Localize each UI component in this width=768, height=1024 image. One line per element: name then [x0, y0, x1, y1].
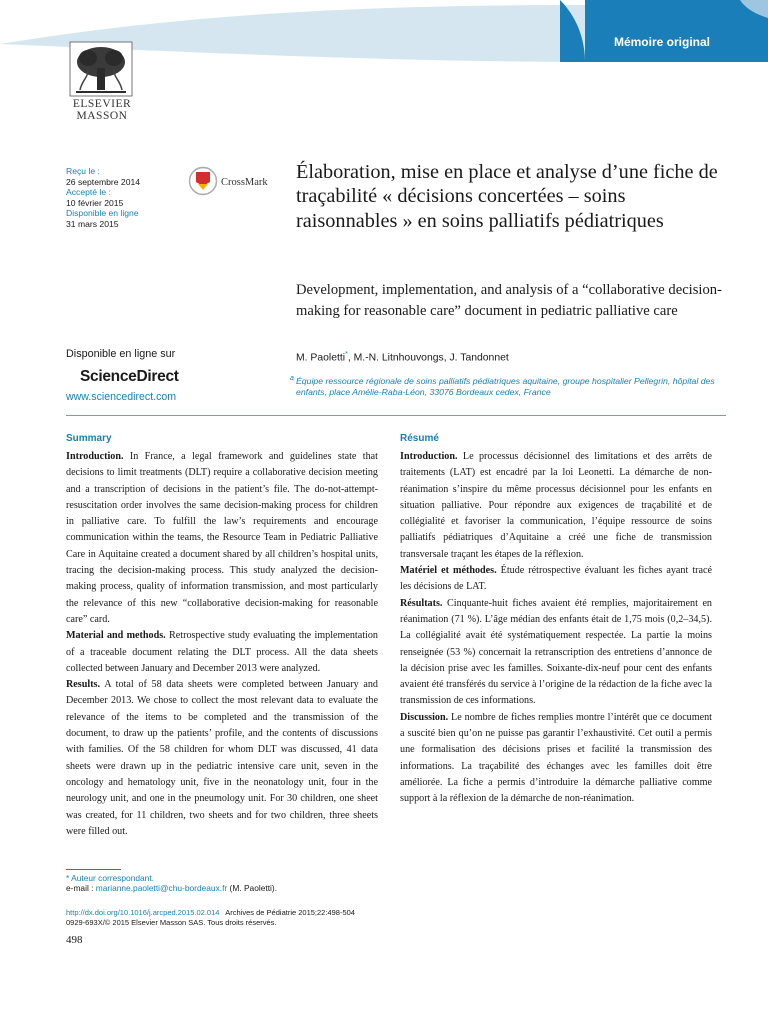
journal-reference: Archives de Pédiatrie 2015;22:498-504 — [219, 908, 355, 917]
affiliation-text: Équipe ressource régionale de soins palliatifs pédiatriques aquitaine, groupe hospitalier Pellegrin, hôpital des enfants, place Amélie-Raba-Léon, 33076 Bordeaux cedex, France — [296, 376, 715, 397]
summary-intro-text: In France, a legal framework and guidelines state that decisions to limit treatments (DLT) require a collaborative decision meeting and a transcription of decisions in the patient’s file. The do-not-attempt-resuscitation order involves the same decision-making process for children in palliative care. To fulfill the law’s requirements and encourage communication within the teams, the Resource Team in Pediatric Palliative Care in Aquitaine created a document shared by all children’s hospital units, tracing the decision-making process. This study analyzed the decision-making process, quality of information transmission, and most particularly the relevance of this new “collaborative decision-making for reasonable care” card. — [66, 451, 378, 625]
resume-column — [400, 449, 712, 808]
elsevier-tree-icon — [66, 40, 136, 100]
crossmark-label[interactable]: CrossMark — [221, 177, 268, 188]
online-value: 31 mars 2015 — [66, 218, 119, 229]
email-suffix: (M. Paoletti). — [227, 883, 278, 893]
article-dates — [66, 166, 140, 229]
received-value: 26 septembre 2014 — [66, 176, 141, 187]
author-list — [296, 351, 509, 363]
summary-results-text: A total of 58 data sheets were completed between January and December 2013. We chose to collect the most relevant data to evaluate the relevance of the items to be completed and the transmission of the document, to draw up the patients’ profile, and the contents of discussions with families. Of the 58 children for whom DLT was discussed, 41 data sheets were drawn up in the pediatric intensive care unit, seven in the oncology and hematology unit, five in the neonatology unit, four in the neurology unit, and one in the pneumology unit. For 30 children, one sheet was created, for 11 children, two sheets and for two children, three sheets were filled out. — [66, 679, 378, 837]
sciencedirect-link[interactable]: www.sciencedirect.com — [66, 391, 177, 403]
email-note — [66, 883, 277, 893]
resume-intro-label: Introduction. — [400, 451, 458, 462]
resume-results — [400, 596, 712, 710]
publisher-line-2: MASSON — [76, 110, 128, 122]
resume-methods-text: Étude rétrospective évaluant les fiches ayant tracé les décisions de LAT. — [400, 565, 712, 593]
resume-methods — [400, 563, 712, 596]
corresponding-mark: * — [345, 351, 348, 358]
publisher-line-1: ELSEVIER — [72, 98, 132, 110]
resume-intro-text: Le processus décisionnel des limitations et des arrêts de traitements (LAT) est encadré par la loi Leonetti. La démarche de non-réanimation s’inspire du même processus décisionnel pour les enfants en situation palliative. Pour répondre aux exigences de traçabilité et de collégialité et favoriser la communication, l’équipe ressource de soins palliatifs pédiatriques d’Aquitaine a créé une fiche de transmission transversale traçant les étapes de la réflexion. — [400, 451, 712, 560]
sciencedirect-logo[interactable]: ScienceDirect — [80, 368, 179, 385]
resume-discussion-text: Le nombre de fiches remplies montre l’intérêt que ce document a suscité bien qu’on ne puisse pas garantir l’exhaustivité. Cet outil a permis une formalisation des décisions prises et facilité la transmission des informations. La traçabilité des échanges avec les familles doit être améliorée. La fiche a permis d’introduire la démarche palliative comme support à la réflexion de la démarche de non-réanimation. — [400, 711, 712, 805]
page-number: 498 — [66, 934, 83, 946]
header-divider — [66, 415, 726, 416]
copyright-line: 0929-693X/© 2015 Elsevier Masson SAS. Tous droits réservés. — [66, 918, 277, 927]
first-author[interactable]: M. Paoletti — [296, 352, 346, 364]
summary-intro-label: Introduction. — [66, 451, 124, 462]
accepted-label: Accepté le : — [66, 187, 111, 197]
email-link[interactable]: marianne.paoletti@chu-bordeaux.fr — [95, 883, 228, 893]
resume-results-label: Résultats. — [400, 597, 443, 609]
available-online-label: Disponible en ligne sur — [66, 348, 176, 360]
publisher-logo-text — [66, 98, 138, 122]
other-authors: , M.-N. Litnhouvongs, J. Tandonnet — [347, 352, 509, 364]
resume-discussion-label: Discussion. — [400, 711, 449, 723]
accepted-value: 10 février 2015 — [66, 197, 124, 208]
summary-methods-label: Material and methods. — [66, 630, 166, 642]
summary-column — [66, 449, 378, 840]
footnote-rule — [66, 869, 121, 870]
email-prefix: e-mail : — [66, 883, 96, 893]
summary-methods — [66, 628, 378, 677]
summary-introduction — [66, 449, 378, 628]
corresponding-author-note: * Auteur correspondant. — [66, 873, 154, 883]
resume-results-text: Cinquante-huit fiches avaient été remplies, majoritairement en réanimation (71 %). L’âge médian des enfants était de 1,75 mois (0,2–34,5). La collégialité avait été systématiquement respectée. La partie la moins renseignée (53 %) concernait la retranscription des entretiens d’annonce de la décision prise avec les familles. Soixante-dix-neuf pour cent des enfants avaient été transférés du service à l’origine de la rédaction de la fiche avec la transmission de ces informations. — [400, 597, 712, 707]
resume-discussion — [400, 710, 712, 808]
article-title-fr: Élaboration, mise en place et analyse d’une fiche de traçabilité « décisions concertées – soins raisonnables » en soins palliatifs pédiatriques — [296, 161, 718, 232]
summary-results-label: Results. — [66, 679, 101, 691]
summary-heading: Summary — [66, 433, 112, 444]
received-label: Reçu le : — [66, 166, 100, 176]
summary-results — [66, 677, 378, 840]
resume-heading: Résumé — [400, 433, 439, 444]
online-label: Disponible en ligne — [66, 208, 139, 218]
affiliation — [290, 375, 726, 398]
section-label: Mémoire original — [613, 35, 710, 49]
summary-methods-text: Retrospective study evaluating the implementation of a traceable document relating the DLT process. All the data sheets collected between January and December 2013 were analyzed. — [66, 630, 378, 674]
doi-line — [66, 908, 355, 918]
doi-link[interactable]: http://dx.doi.org/10.1016/j.arcped.2015.02.014 — [66, 908, 220, 917]
resume-methods-label: Matériel et méthodes. — [400, 565, 497, 577]
affiliation-mark: a — [290, 375, 294, 382]
resume-introduction — [400, 449, 712, 563]
crossmark-icon — [187, 166, 221, 196]
article-title-en: Development, implementation, and analysis of a “collaborative decision-making for reasonable care” document in pediatric palliative care — [296, 282, 722, 319]
